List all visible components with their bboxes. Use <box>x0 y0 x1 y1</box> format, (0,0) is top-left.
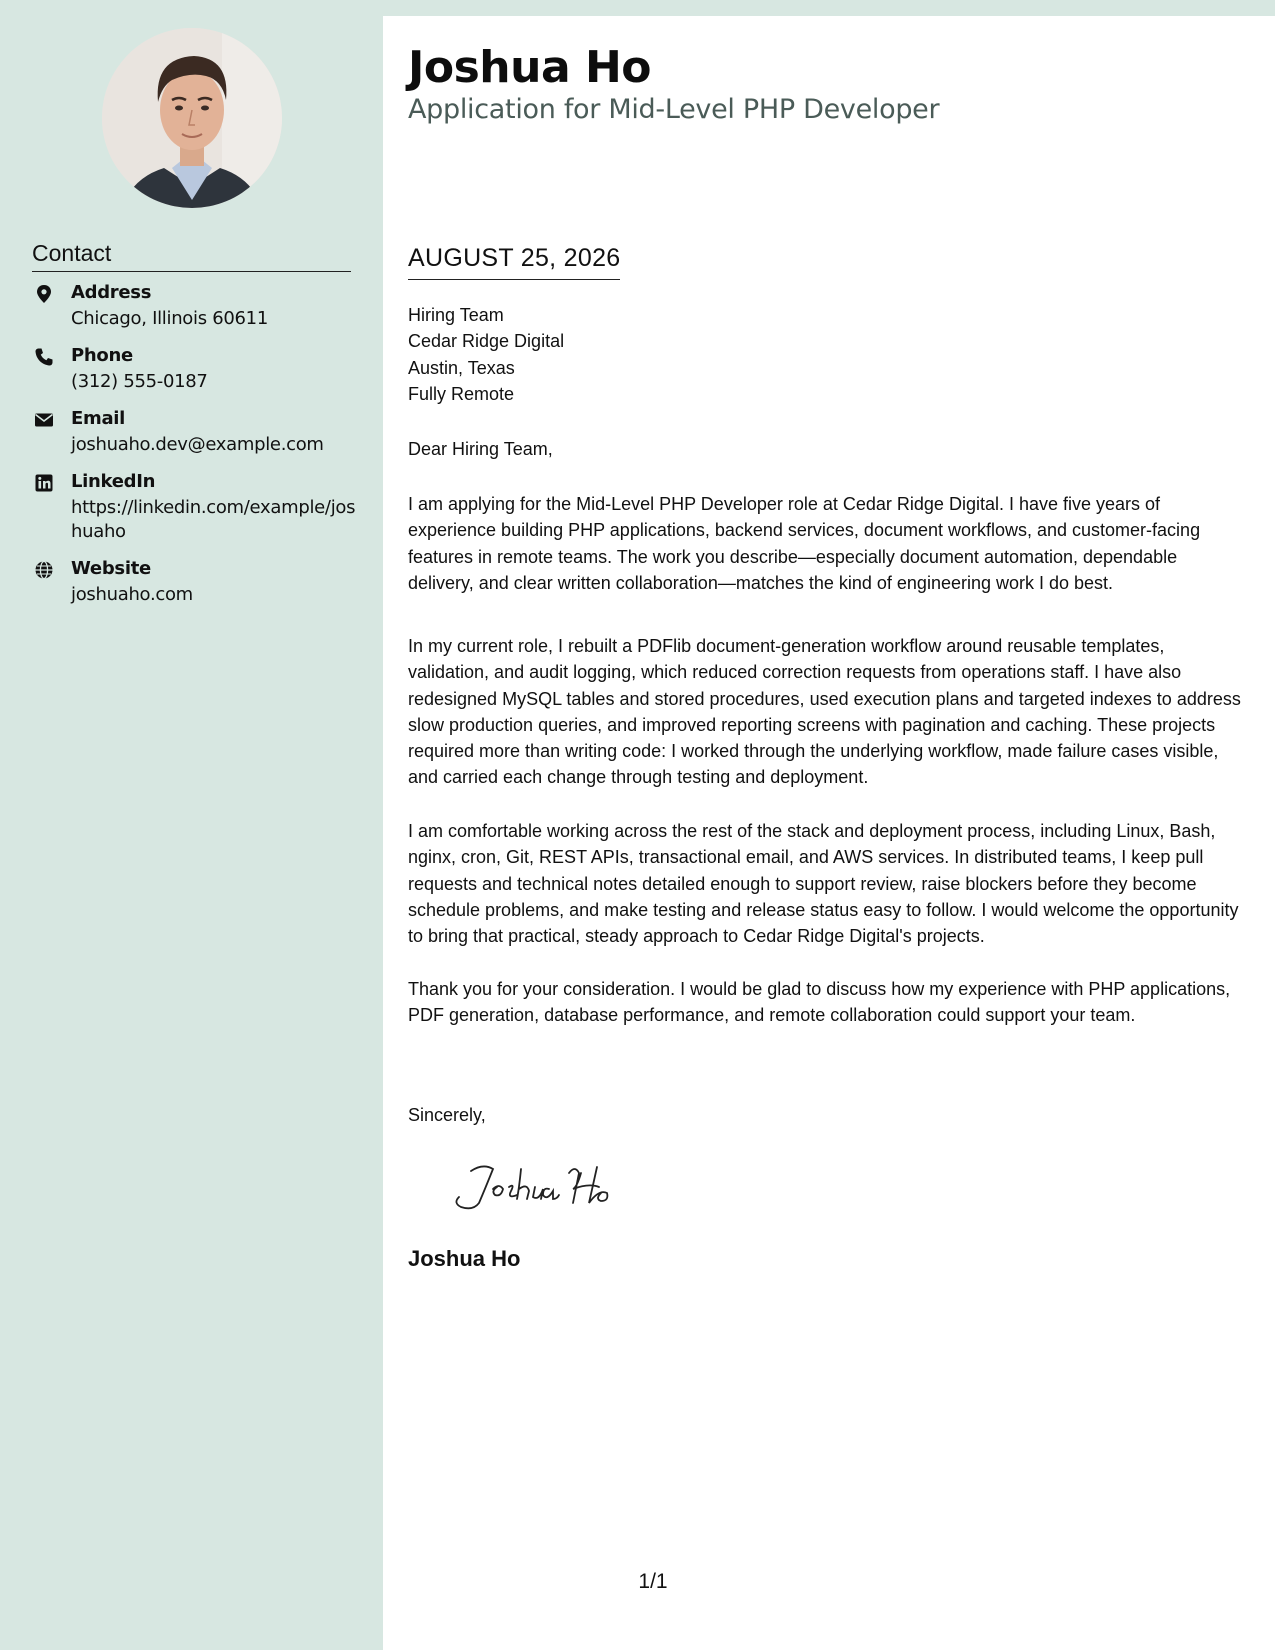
recipient-line: Fully Remote <box>408 383 515 404</box>
applicant-name: Joshua Ho <box>408 42 651 93</box>
envelope-icon <box>34 410 54 430</box>
recipient-line: Hiring Team <box>408 305 504 325</box>
paragraph: I am comfortable working across the rest of the stack and deployment process, including Linux, Bash, nginx, cron, Git, REST APIs, transactional email, and AWS services. In distributed teams, I keep pull requests and technical notes detailed enough to support review, raise blockers before they become schedule problems, and make testing and release status easy to follow. I would welcome the opportunity to bring that practical, steady approach to Cedar Ridge Digital's projects. <box>408 821 1239 947</box>
recipient-block <box>408 302 1243 407</box>
sidebar <box>0 0 383 1650</box>
contact-heading: Contact <box>32 240 351 272</box>
paragraph: I am applying for the Mid-Level PHP Developer role at Cedar Ridge Digital. I have five years of experience building PHP applications, backend services, document workflows, and customer-facing features in remote teams. The work you describe—especially document automation, dependable delivery, and clear written collaboration—matches the kind of engineering work I do best. <box>408 494 1201 593</box>
salutation: Dear Hiring Team, <box>408 439 553 459</box>
contact-value[interactable]: joshuaho.com <box>71 584 193 605</box>
globe-icon <box>34 560 54 580</box>
recipient-line: Austin, Texas <box>408 357 515 378</box>
contact-label: LinkedIn <box>71 471 156 492</box>
linkedin-icon <box>34 473 54 493</box>
phone-icon <box>34 347 54 367</box>
signed-name: Joshua Ho <box>408 1246 521 1271</box>
recipient-line: Cedar Ridge Digital <box>408 331 565 352</box>
contact-value: (312) 555-0187 <box>71 371 208 392</box>
location-pin-icon <box>34 284 54 304</box>
profile-photo <box>102 28 282 208</box>
application-subtitle: Application for Mid-Level PHP Developer <box>408 94 940 125</box>
contact-label: Address <box>71 282 152 303</box>
letter-date: AUGUST 25, 2026 <box>408 244 620 280</box>
letter-body <box>383 16 1275 1650</box>
page-number: 1/1 <box>638 1570 668 1593</box>
contact-value[interactable]: https://linkedin.com/example/joshuaho <box>71 497 356 542</box>
contact-label: Email <box>71 408 126 429</box>
handwritten-signature <box>449 1159 629 1215</box>
contact-label: Website <box>71 558 151 579</box>
paragraph: In my current role, I rebuilt a PDFlib document-generation workflow around reusable templates, validation, and audit logging, which reduced correction requests from operations staff. I have also redesigned MySQL tables and stored procedures, used execution plans and targeted indexes to address slow production queries, and improved reporting screens with pagination and caching. These projects required more than writing code: I worked through the underlying workflow, made failure cases visible, and carried each change through testing and deployment. <box>408 636 1241 788</box>
contact-label: Phone <box>71 345 133 366</box>
contact-value[interactable]: joshuaho.dev@example.com <box>71 434 324 455</box>
paragraph: Thank you for your consideration. I would be glad to discuss how my experience with PHP applications, PDF generation, database performance, and remote collaboration could support your team. <box>408 979 1231 1026</box>
closing: Sincerely, <box>408 1105 486 1125</box>
contact-value: Chicago, Illinois 60611 <box>71 308 268 329</box>
